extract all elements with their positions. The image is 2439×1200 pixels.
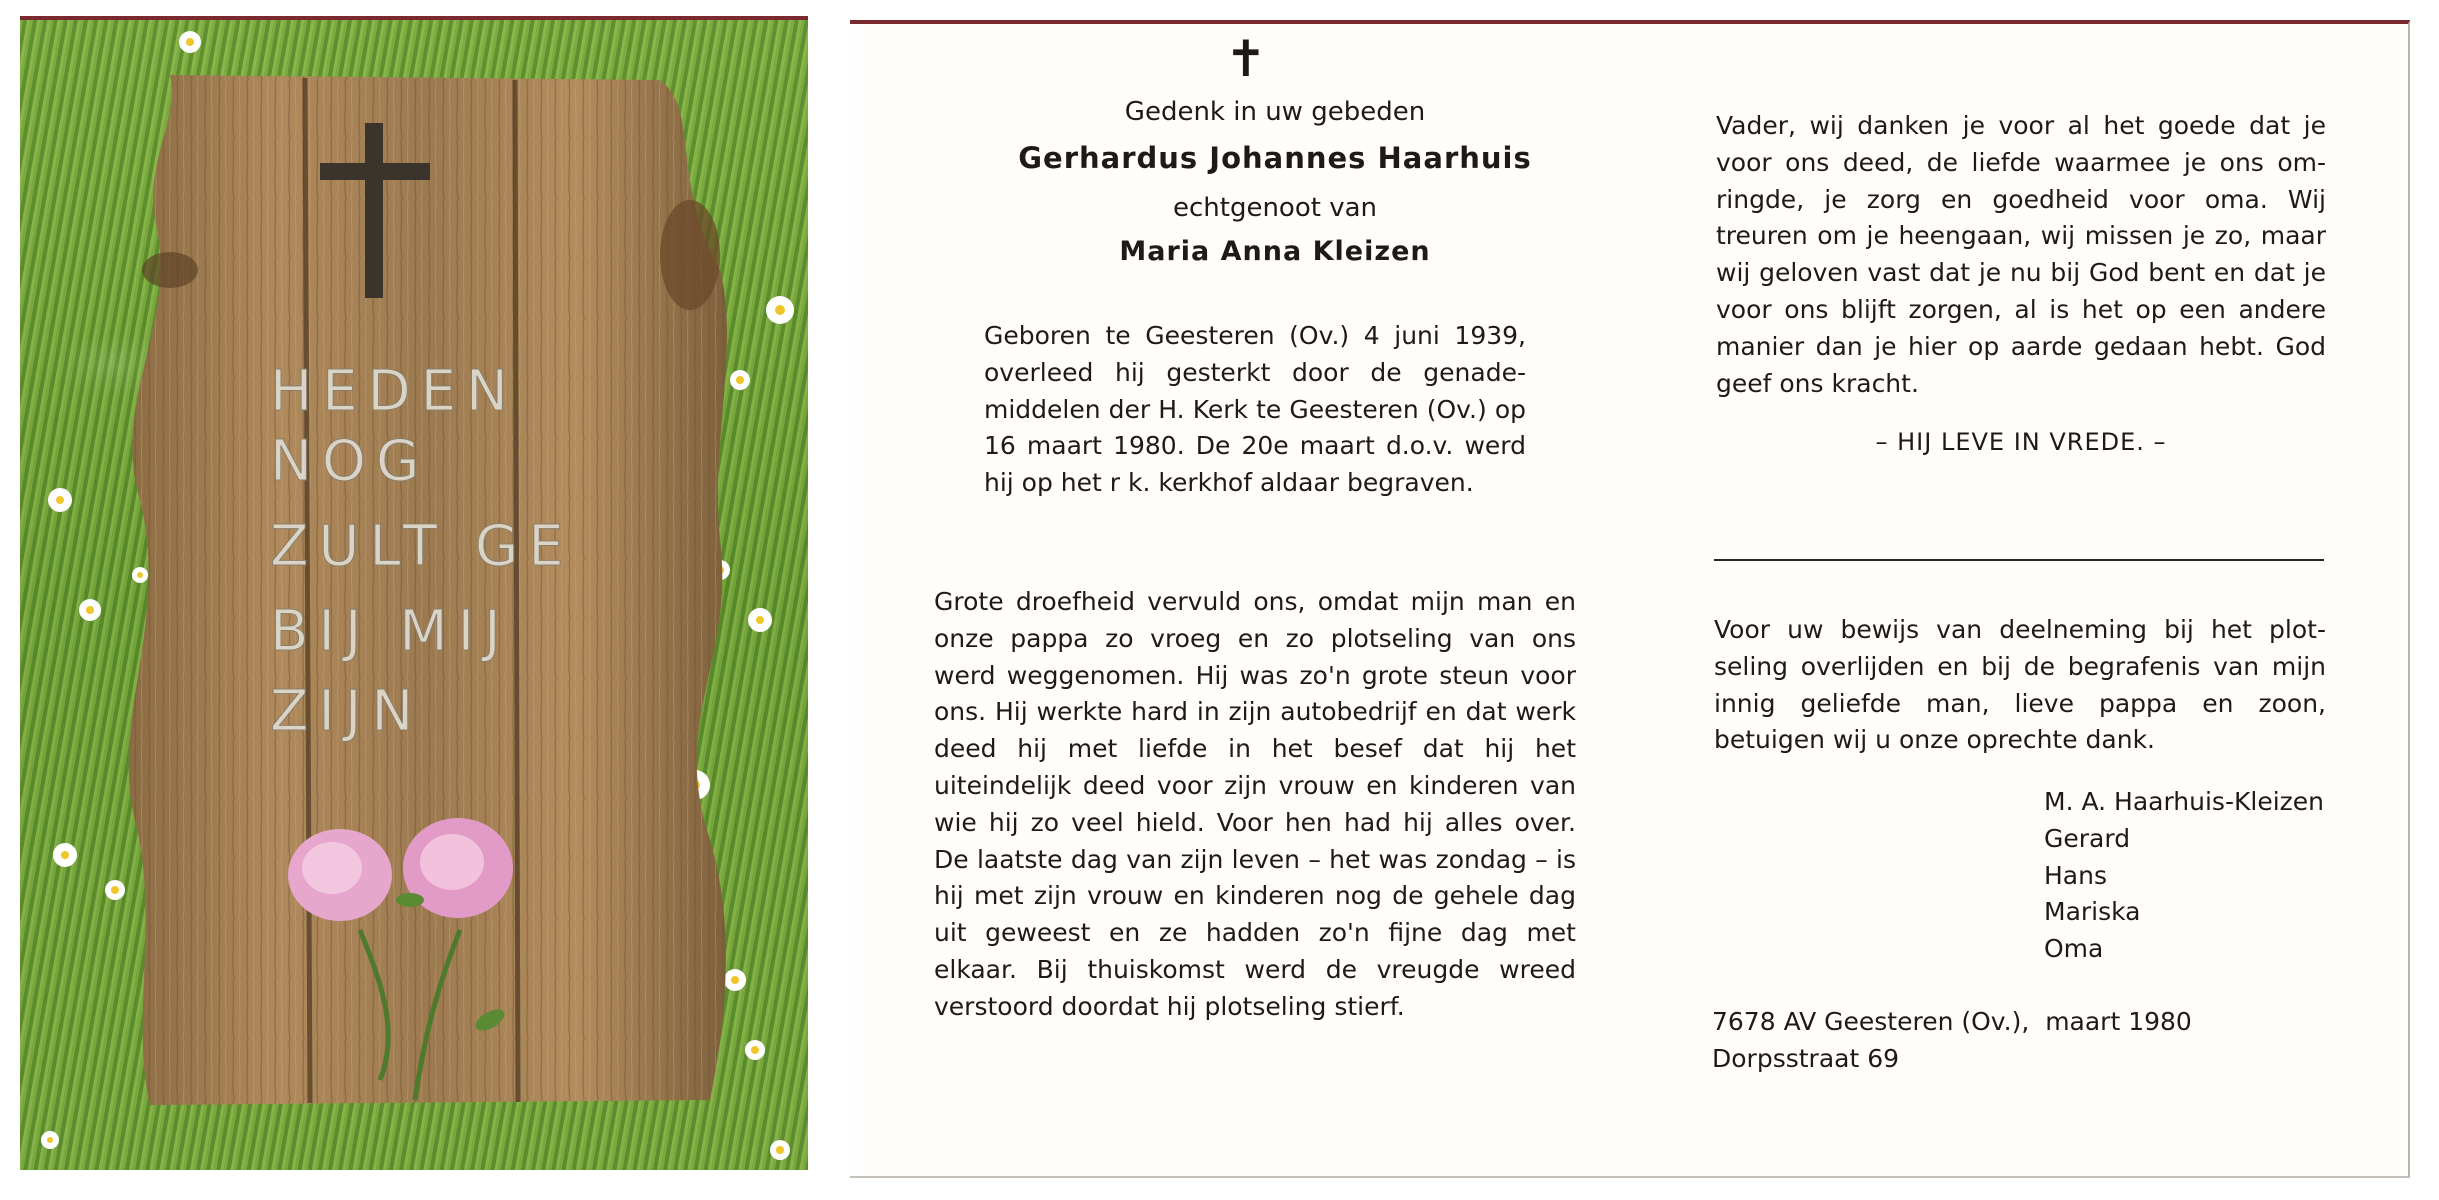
inscription-line: BIJ MIJ — [270, 599, 511, 664]
birth-death-paragraph: Geboren te Geesteren (Ov.) 4 juni 1939, overleed hij gesterkt door de genademiddelen der H. Kerk te Geesteren (Ov.) op 16 maart 1980. De 20e maart d.o.v. werd hij op het r k. kerkhof aldaar begraven. — [984, 321, 1526, 498]
spouse-relation: echtgenoot van — [1172, 193, 1377, 223]
signatory: Mariska — [2044, 897, 2141, 927]
address-street: Dorpsstraat 69 — [1712, 1044, 1900, 1073]
memorial-photo — [20, 16, 808, 1170]
grief-paragraph: Grote droefheid vervuld ons, omdat mijn man en onze pappa zo vroeg en zo plotseling van ons werd weggenomen. Hij was zo'n grote steun voor ons. Hij werkte hard in zijn autobedrijf en dat werk deed hij met liefde in het besef dat hij het uiteindelijk deed voor zijn vrouw en kinderen van wie hij zo veel hield. Voor hen had hij alles over. De laatste dag van zijn leven – het was zondag – is hij met zijn vrouw en kinderen nog de gehele dag uit geweest en ze hadden zo'n fijne dag met elkaar. Bij thuiskomst werd de vreugde wreed verstoord doordat hij plotseling stierf. — [934, 587, 1576, 1021]
inscription-line: ZIJN — [270, 679, 424, 744]
divider — [1714, 559, 2324, 561]
vader-paragraph: Vader, wij danken je voor al het goede dat je voor ons deed, de liefde waarmee je ons omringde, je zorg en goedheid voor oma. Wij treuren om je heengaan, wij missen je zo, maar wij geloven vast dat je nu bij God bent en dat je voor ons blijft zorgen, al is het op een andere manier dan je hier op aarde gedaan hebt. God geef ons kracht. — [1716, 111, 2326, 398]
photo-illustration — [20, 20, 808, 1170]
inscription-line: NOG — [270, 429, 430, 494]
signatory: Hans — [2044, 860, 2107, 890]
inscription-line: ZULT GE — [270, 514, 574, 579]
signatories — [2044, 784, 2344, 968]
memorial-card-text — [850, 20, 2410, 1178]
peace-motto: – HIJ LEVE IN VREDE. – — [1875, 428, 2167, 456]
spouse-name: Maria Anna Kleizen — [1119, 236, 1431, 267]
signatory: Oma — [2044, 934, 2104, 964]
wooden-plank — [129, 75, 727, 1105]
thanks-paragraph: Voor uw bewijs van deelneming bij het plotseling overlijden en bij de begrafenis van mijn innig geliefde man, lieve pappa en zoon, betuigen wij u onze oprechte dank. — [1714, 615, 2326, 755]
cross-icon: ✝ — [1225, 30, 1267, 88]
address-line: 7678 AV Geesteren (Ov.), maart 1980 — [1712, 1007, 2192, 1036]
remembrance-line: Gedenk in uw gebeden — [1124, 97, 1426, 127]
deceased-name: Gerhardus Johannes Haarhuis — [1018, 141, 1532, 175]
inscription-line: HEDEN — [270, 359, 518, 424]
signatory: M. A. Haarhuis-Kleizen — [2044, 787, 2324, 816]
signatory: Gerard — [2044, 823, 2131, 853]
